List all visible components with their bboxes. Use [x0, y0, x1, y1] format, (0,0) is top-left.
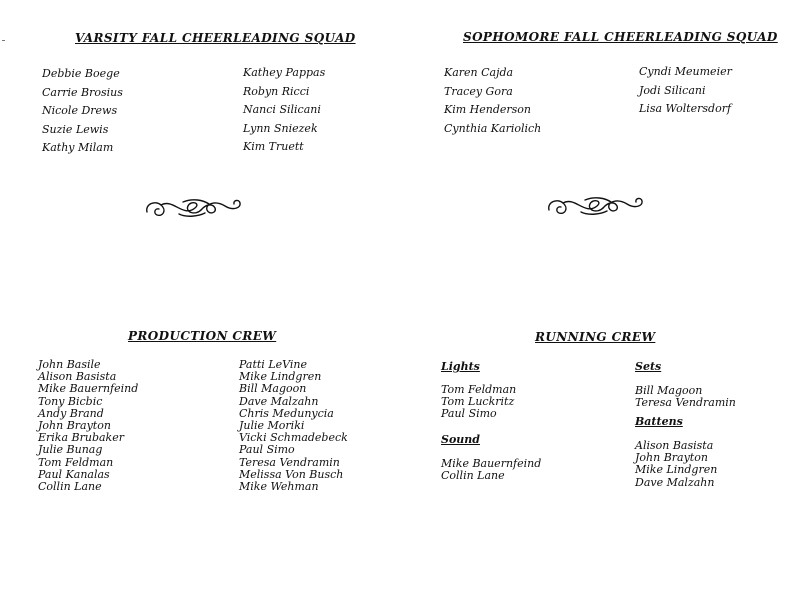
name-entry: Mike Lindgren — [635, 463, 718, 477]
name-entry: Tom Luckritz — [441, 395, 515, 409]
varsity-col-1 — [42, 65, 123, 158]
name-entry: Andy Brand — [38, 406, 104, 420]
name-entry: Mike Lindgren — [239, 370, 322, 384]
name-entry: Teresa Vendramin — [635, 396, 736, 410]
name-entry: Robyn Ricci — [243, 84, 310, 98]
sound-list — [441, 458, 541, 482]
name-entry: Suzie Lewis — [42, 122, 109, 136]
name-entry: Bill Magoon — [239, 382, 307, 396]
name-entry: Mike Wehman — [239, 479, 319, 493]
name-entry: Melissa Von Busch — [239, 467, 344, 481]
name-entry: Kathey Pappas — [243, 66, 326, 79]
name-entry: Paul Kanalas — [38, 467, 110, 481]
name-entry: Collin Lane — [441, 469, 505, 483]
name-entry: John Brayton — [635, 451, 708, 465]
name-entry: Dave Malzahn — [239, 394, 319, 408]
name-entry: Vicki Schmadebeck — [239, 431, 348, 445]
name-entry: Debbie Boege — [42, 67, 120, 80]
name-entry: Carrie Brosius — [42, 85, 123, 99]
name-entry: John Basile — [38, 358, 101, 371]
name-entry: Kim Henderson — [444, 103, 532, 116]
sophomore-col-2 — [639, 63, 732, 119]
name-entry: Tom Feldman — [38, 455, 114, 469]
battens-heading: Battens — [635, 415, 683, 428]
name-entry: Chris Medunycia — [239, 406, 334, 420]
production-crew-title: PRODUCTION CREW — [128, 329, 277, 343]
name-entry: Paul Simo — [239, 443, 295, 457]
name-entry: Collin Lane — [38, 479, 102, 493]
varsity-squad-title: VARSITY FALL CHEERLEADING SQUAD — [75, 31, 356, 45]
name-entry: Nicole Drews — [42, 104, 118, 117]
name-entry: Karen Cajda — [444, 66, 514, 79]
name-entry: Erika Brubaker — [38, 431, 124, 445]
name-entry: Patti LeVine — [239, 358, 307, 371]
name-entry: Mike Bauernfeind — [441, 457, 542, 470]
name-entry: Tony Bicbic — [38, 394, 103, 408]
name-entry: Julie Bunag — [38, 443, 103, 457]
name-entry: Nanci Silicani — [243, 103, 321, 116]
scroll-flourish-icon — [545, 192, 647, 220]
sophomore-col-1 — [444, 64, 541, 138]
lights-list — [441, 384, 516, 421]
battens-list — [635, 440, 717, 489]
name-entry: Alison Basista — [635, 439, 714, 452]
sound-heading: Sound — [441, 433, 480, 446]
lights-heading: Lights — [441, 360, 480, 373]
name-entry: Alison Basista — [38, 370, 117, 384]
name-entry: John Brayton — [38, 418, 111, 432]
name-entry: Cynthia Kariolich — [444, 121, 542, 135]
name-entry: Mike Bauernfeind — [38, 382, 139, 396]
name-entry: Julie Moriki — [239, 418, 305, 432]
name-entry: Lisa Woltersdorf — [639, 102, 732, 115]
name-entry: Dave Malzahn — [635, 475, 715, 489]
name-entry: Cyndi Meumeier — [639, 65, 732, 78]
production-crew-col-1 — [38, 359, 138, 493]
name-entry: Kim Truett — [243, 140, 304, 153]
scroll-flourish-icon — [143, 194, 245, 222]
name-entry: Bill Magoon — [635, 384, 703, 397]
running-crew-title: RUNNING CREW — [535, 330, 656, 344]
sets-heading: Sets — [635, 360, 662, 373]
name-entry: Tracey Gora — [444, 84, 513, 98]
name-entry: Teresa Vendramin — [239, 455, 340, 469]
name-entry: Kathy Milam — [42, 141, 114, 154]
name-entry: Tom Feldman — [441, 383, 517, 396]
sets-list — [635, 385, 736, 409]
margin-mark — [2, 40, 5, 41]
sophomore-squad-title: SOPHOMORE FALL CHEERLEADING SQUAD — [463, 30, 778, 44]
varsity-col-2 — [243, 64, 325, 157]
production-crew-col-2 — [239, 359, 348, 493]
name-entry: Lynn Sniezek — [243, 121, 318, 135]
name-entry: Jodi Silicani — [639, 83, 706, 97]
name-entry: Paul Simo — [441, 407, 497, 421]
